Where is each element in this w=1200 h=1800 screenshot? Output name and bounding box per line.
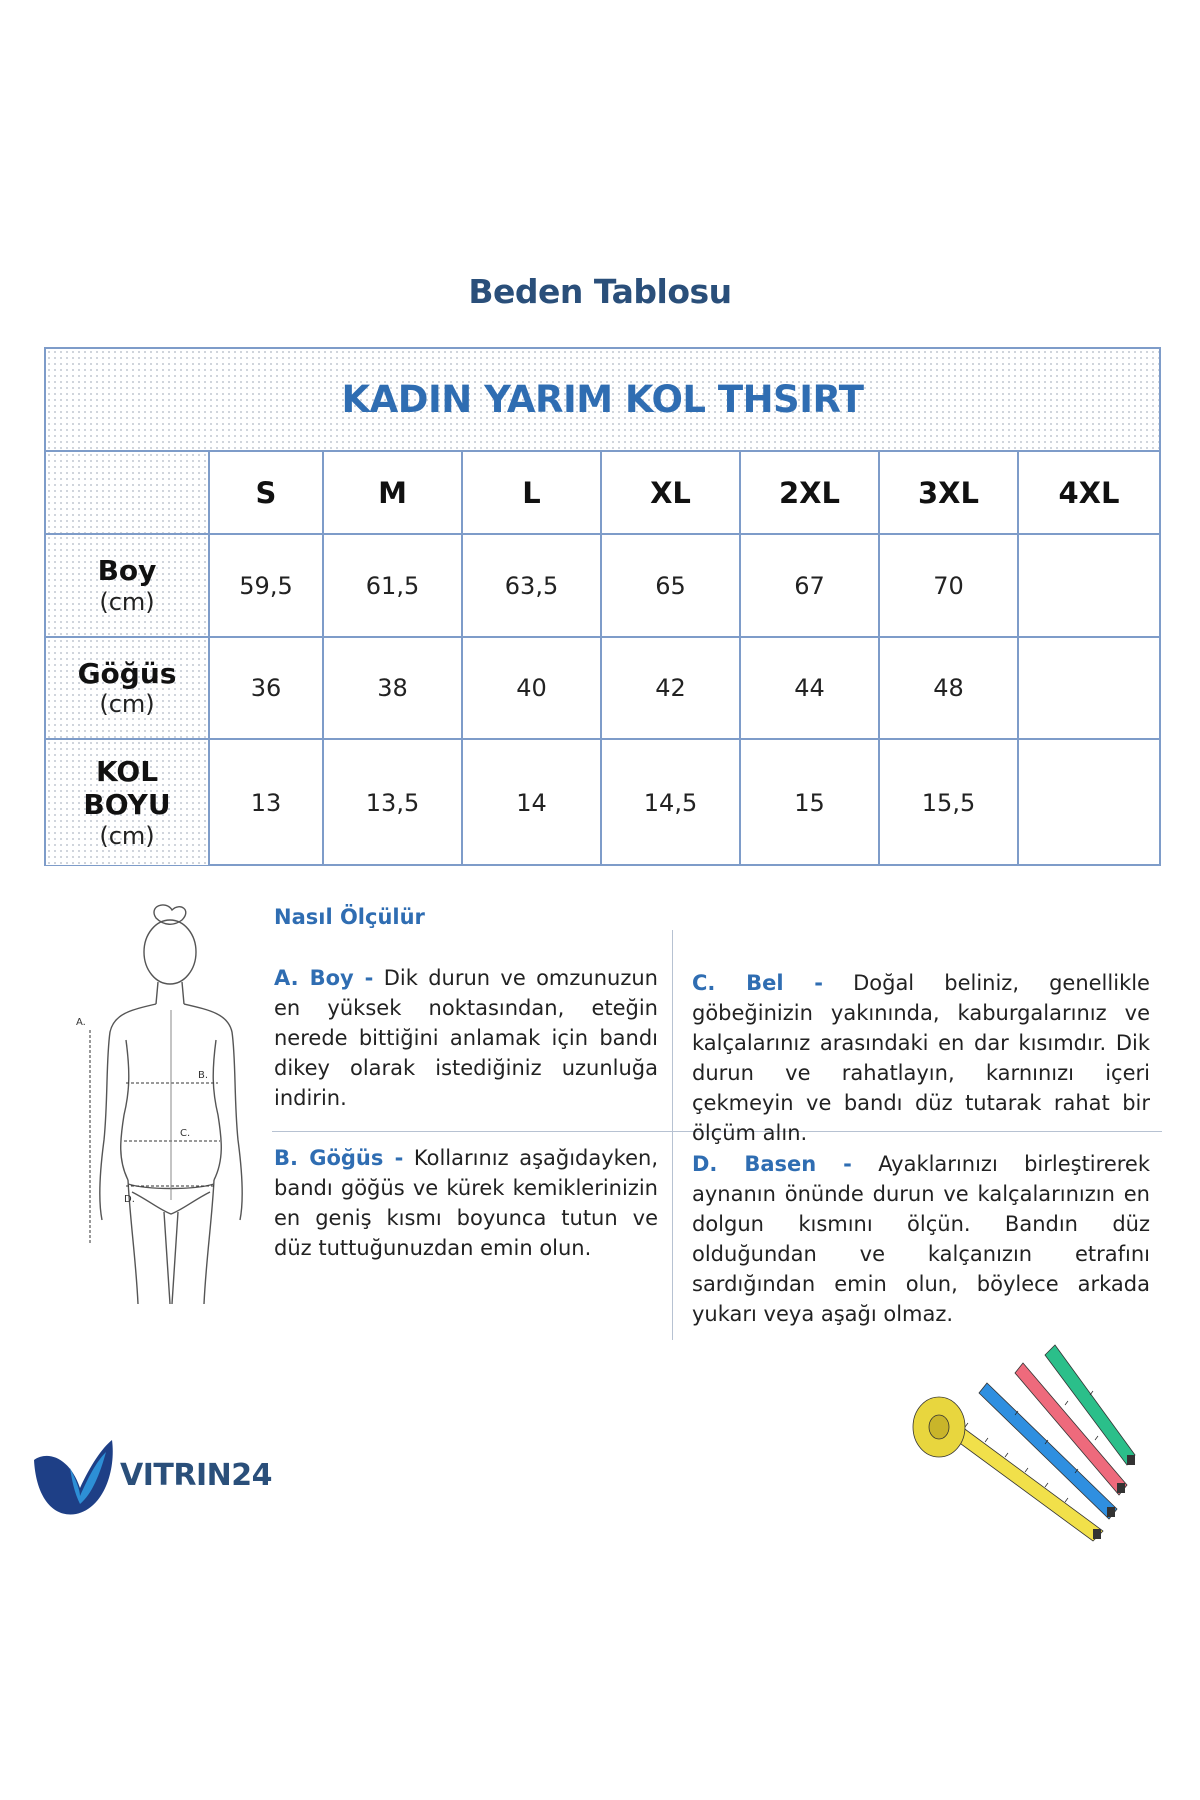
table-cell: 44 <box>740 637 879 739</box>
instruction-text: Ayaklarınızı birleştirerek aynanın önünde durun ve kalçalarınızın en dolgun kısmını ölçün. Bandın düz olduğundan ve kalçanızın etrafını sardığından emin olun, böylece arkada yukarı veya aşağı olmaz. <box>692 1152 1150 1326</box>
instruction-text: Kollarınız aşağıdayken, bandı göğüs ve kürek kemiklerinizin en geniş kısmı boyunca tutun ve düz tuttuğunuzdan emin olun. <box>274 1146 658 1260</box>
table-cell: 14,5 <box>601 739 740 865</box>
table-cell: 13,5 <box>323 739 462 865</box>
instruction-d <box>692 1149 1150 1329</box>
table-row <box>46 534 1159 637</box>
how-to-measure-title: Nasıl Ölçülür <box>274 905 425 929</box>
instruction-text: Doğal beliniz, genellikle göbeğinizin yakınında, kaburgalarınız ve kalçalarınız arasındaki en dar kısımdır. Dik durun ve rahatlayın, karnınızı içeri çekmeyin ve bandı düz tutarak rahat bir ölçüm alın. <box>692 971 1150 1145</box>
figure-label-d: D. <box>124 1194 135 1205</box>
row-label-text: BOYU <box>83 788 171 822</box>
row-unit: (cm) <box>99 690 155 719</box>
table-cell: 67 <box>740 534 879 637</box>
instruction-c <box>692 968 1150 1148</box>
row-label-text: Göğüs <box>77 656 177 690</box>
size-chart <box>44 347 1161 866</box>
instruction-label: C. Bel - <box>692 971 823 995</box>
chart-heading: KADIN YARIM KOL THSIRT <box>46 349 1159 452</box>
size-header-cell: XL <box>601 452 740 534</box>
instruction-label: B. Göğüs - <box>274 1146 404 1170</box>
table-cell: 61,5 <box>323 534 462 637</box>
size-header-cell: 4XL <box>1018 452 1159 534</box>
table-cell: 65 <box>601 534 740 637</box>
row-unit: (cm) <box>99 821 155 850</box>
neck-outline <box>156 982 184 1004</box>
table-cell: 36 <box>209 637 323 739</box>
table-cell <box>1018 739 1159 865</box>
size-header-cell: M <box>323 452 462 534</box>
size-header-cell: S <box>209 452 323 534</box>
hair-bun-icon <box>154 905 186 924</box>
table-row <box>46 739 1159 865</box>
size-table <box>46 452 1159 865</box>
figure-label-c: C. <box>180 1128 191 1139</box>
table-cell: 70 <box>879 534 1018 637</box>
instruction-text: Dik durun ve omzunuzun en yüksek noktasından, eteğin nerede bittiğini anlamak için bandı dikey olarak istediğiniz uzunluğa indirin. <box>274 966 658 1110</box>
instruction-label: D. Basen - <box>692 1152 852 1176</box>
row-label-kol-boyu <box>46 739 209 865</box>
instruction-a <box>274 963 658 1113</box>
table-cell: 63,5 <box>462 534 601 637</box>
table-cell: 59,5 <box>209 534 323 637</box>
corner-cell <box>46 452 209 534</box>
size-header-cell: 3XL <box>879 452 1018 534</box>
head-outline <box>144 920 196 984</box>
table-cell: 48 <box>879 637 1018 739</box>
table-cell <box>1018 637 1159 739</box>
table-cell: 13 <box>209 739 323 865</box>
instruction-label: A. Boy - <box>274 966 374 990</box>
table-cell: 40 <box>462 637 601 739</box>
row-label-boy <box>46 534 209 637</box>
size-header-cell: 2XL <box>740 452 879 534</box>
table-cell: 15 <box>740 739 879 865</box>
row-unit: (cm) <box>99 587 155 616</box>
table-cell: 42 <box>601 637 740 739</box>
size-header-row <box>46 452 1159 534</box>
row-label-gogus <box>46 637 209 739</box>
figure-label-b: B. <box>198 1070 209 1081</box>
page-title: Beden Tablosu <box>468 272 732 311</box>
measuring-tapes-icon <box>905 1335 1150 1545</box>
table-cell: 38 <box>323 637 462 739</box>
table-row <box>46 637 1159 739</box>
column-divider <box>672 930 673 1340</box>
row-label-text: KOL <box>95 754 159 788</box>
figure-label-a: A. <box>76 1017 86 1028</box>
body-measurement-figure <box>68 900 268 1310</box>
instruction-b <box>274 1143 658 1263</box>
table-cell <box>1018 534 1159 637</box>
table-cell: 14 <box>462 739 601 865</box>
brand-name: VITRIN24 <box>120 1458 272 1493</box>
size-header-cell: L <box>462 452 601 534</box>
row-label-text: Boy <box>97 554 157 588</box>
table-cell: 15,5 <box>879 739 1018 865</box>
